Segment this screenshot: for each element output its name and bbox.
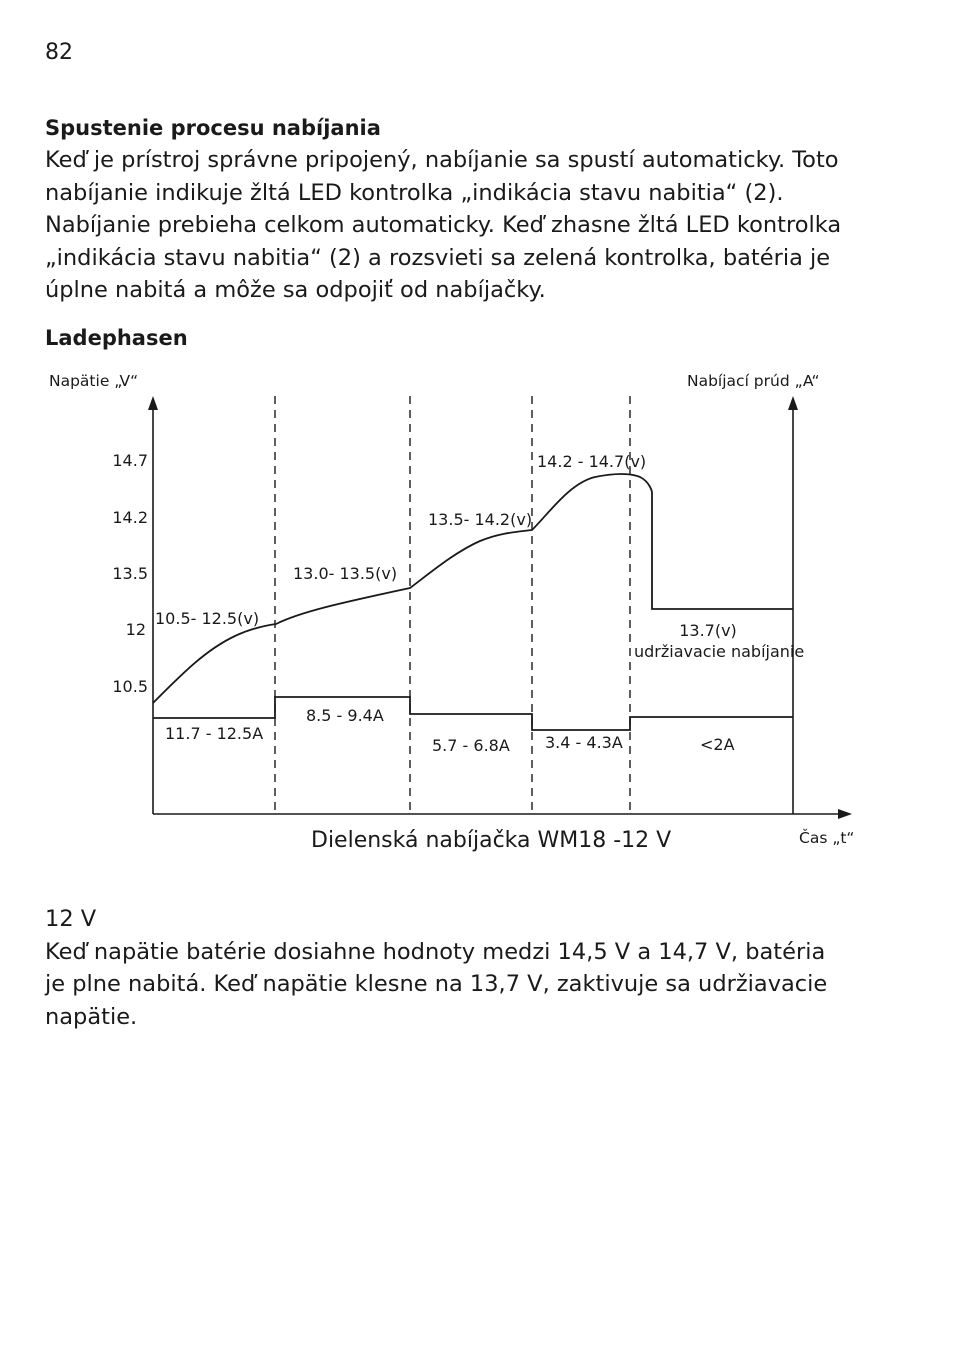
paragraph-line: nabíjanie indikuje žltá LED kontrolka „indikácia stavu nabitia“ (2). (45, 179, 784, 206)
current-phase-label: 11.7 - 12.5A (165, 724, 264, 743)
current-phase-label: 3.4 - 4.3A (545, 733, 623, 752)
paragraph-line: Keď napätie batérie dosiahne hodnoty medzi 14,5 V a 14,7 V, batéria (45, 938, 826, 965)
time-axis-arrow (838, 809, 852, 819)
current-phase-label: 5.7 - 6.8A (432, 736, 510, 755)
y-tick-label: 14.7 (112, 451, 148, 470)
current-axis-arrow (788, 396, 798, 410)
diagram-caption: Dielenská nabíjačka WM18 -12 V (311, 828, 672, 853)
voltage-axis-arrow (148, 396, 158, 410)
y-tick-label: 12 (125, 620, 146, 639)
left-axis-label: Napätie „V“ (49, 372, 139, 390)
paragraph-line: napätie. (45, 1003, 138, 1030)
right-axis-label: Nabíjací prúd „A“ (687, 372, 820, 390)
voltage-phase-label: 13.7(v) (679, 621, 737, 640)
paragraph-line: úplne nabitá a môže sa odpojiť od nabíjačky. (45, 277, 546, 303)
section-label: 12 V (45, 906, 97, 932)
voltage-phase-label: 10.5- 12.5(v) (155, 609, 260, 628)
voltage-phase-label: 13.0- 13.5(v) (293, 564, 398, 583)
voltage-curve (153, 474, 793, 703)
charging-phases-diagram (0, 360, 954, 870)
paragraph-line: je plne nabitá. Keď napätie klesne na 13,7 V, zaktivuje sa udržiavacie (45, 971, 828, 997)
current-phase-label: 8.5 - 9.4A (306, 706, 384, 725)
y-tick-label: 10.5 (112, 677, 148, 696)
page-number: 82 (45, 40, 73, 65)
voltage-phase-label: 14.2 - 14.7(v) (537, 452, 647, 471)
y-tick-label: 14.2 (112, 508, 148, 527)
paragraph-line: „indikácia stavu nabitia“ (2) a rozsvieti sa zelená kontrolka, batéria je (45, 244, 831, 271)
y-tick-label: 13.5 (112, 564, 148, 583)
voltage-phase-label: udržiavacie nabíjanie (634, 642, 805, 661)
time-axis-label: Čas „t“ (799, 829, 855, 847)
paragraph-line: Nabíjanie prebieha celkom automaticky. Keď zhasne žltá LED kontrolka (45, 212, 842, 238)
section-heading-start-charging: Spustenie procesu nabíjania (45, 116, 381, 140)
current-phase-label: <2A (700, 735, 735, 754)
paragraph-line: Keď je prístroj správne pripojený, nabíjanie sa spustí automaticky. Toto (45, 147, 839, 173)
voltage-phase-label: 13.5- 14.2(v) (428, 510, 533, 529)
section-heading-charging-phases: Ladephasen (45, 326, 188, 350)
twelve-volt-section (45, 903, 905, 1033)
charging-start-paragraph (45, 144, 905, 307)
